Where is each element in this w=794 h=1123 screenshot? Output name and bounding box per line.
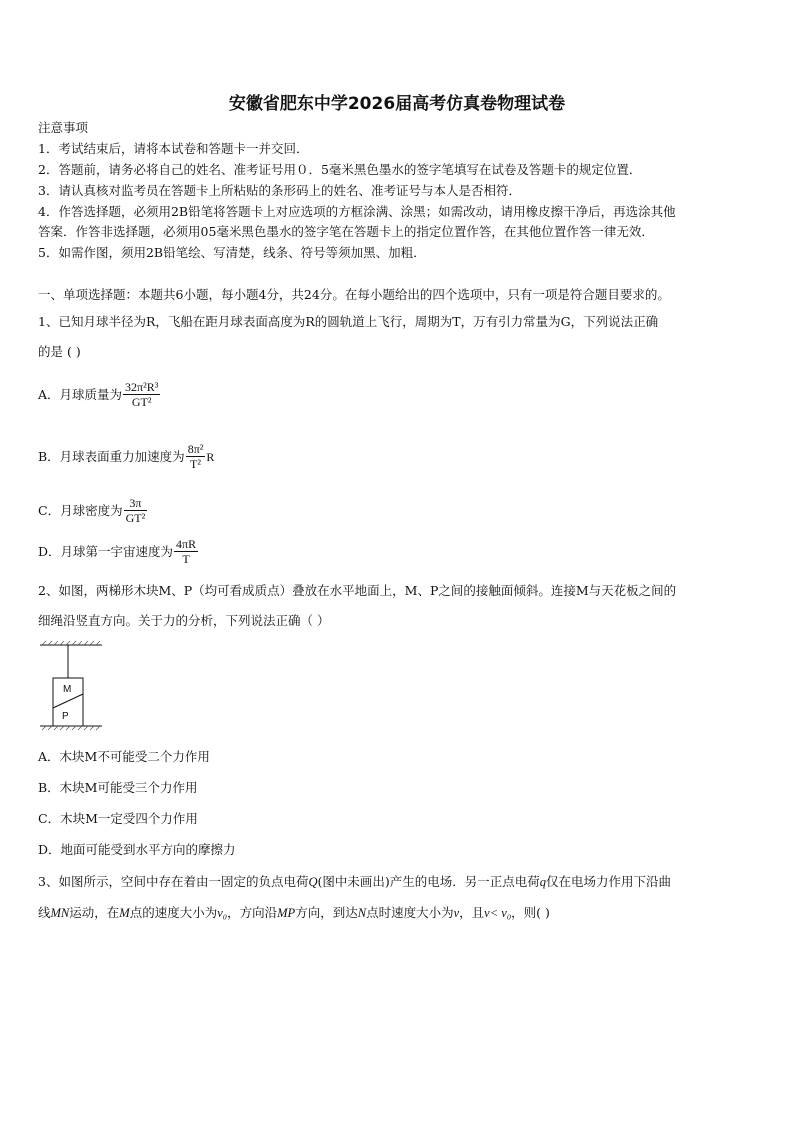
notice-item-5: 5．如需作图，须用2B铅笔绘、写清楚，线条、符号等须加黑、加粗． [38, 245, 426, 260]
symbol-v: v [453, 906, 460, 920]
ceiling-hatch [42, 641, 100, 645]
section-heading: 一、单项选择题：本题共6小题，每小题4分，共24分。在每小题给出的四个选项中，只有一项是符合题目要求的。 [38, 287, 670, 302]
notice-item-2: 2．答题前，请务必将自己的姓名、准考证号用０．5毫米黑色墨水的签字笔填写在试卷及答题卡的规定位置． [38, 162, 642, 177]
numerator: 32π²R³ [125, 380, 159, 394]
numerator: 8π² [187, 442, 204, 456]
q2-option-d: D．地面可能受到水平方向的摩擦力 [38, 842, 236, 857]
notice-item-1: 1．考试结束后，请将本试卷和答题卡一并交回． [38, 141, 309, 156]
formula-fraction [174, 537, 198, 566]
numerator: 4πR [176, 537, 197, 551]
q1-stem-line2: 的是 ( ) [38, 344, 81, 359]
text-segment: 点时速度大小为 [366, 905, 454, 920]
notice-heading: 注意事项 [38, 120, 89, 135]
q1-option-d [38, 537, 198, 566]
symbol-mp: MP [277, 906, 296, 920]
q2-stem-line2: 细绳沿竖直方向。关于力的分析，下列说法正确（ ） [38, 613, 330, 628]
formula-fraction [186, 442, 206, 471]
formula-fraction [123, 380, 160, 409]
q2-stem-line1: 2、如图，两梯形木块M、P（均可看成质点）叠放在水平地面上，M、P之间的接触面倾斜。连接M与天花板之间的 [38, 583, 677, 598]
symbol-comparison: v< v₀ [484, 906, 512, 920]
q2-option-c: C．木块M一定受四个力作用 [38, 811, 198, 826]
denominator: T² [190, 457, 201, 471]
text-segment: (图中未画出)产生的电场．另一正点电荷 [317, 874, 540, 889]
text-segment: 线 [38, 905, 51, 920]
numerator: 3π [124, 496, 148, 511]
denominator: GT² [125, 511, 146, 525]
q1-option-c [38, 496, 147, 525]
page-title: 安徽省肥东中学2026届高考仿真卷物理试卷 [228, 94, 566, 114]
q2-option-a: A．木块M不可能受二个力作用 [38, 749, 210, 764]
notice-item-3: 3．请认真核对监考员在答题卡上所粘贴的条形码上的姓名、准考证号与本人是否相符． [38, 183, 521, 198]
formula-tail: R [206, 449, 215, 464]
text-segment: 仅在电场力作用下沿曲 [546, 874, 672, 889]
notice-item-4: 4．作答选择题，必须用2B铅笔将答题卡上对应选项的方框涂满、涂黑；如需改动，请用橡皮擦干净后，再选涂其他 [38, 204, 676, 219]
contact-surface [53, 694, 83, 708]
symbol-m: M [119, 906, 130, 920]
symbol-mn: MN [50, 906, 70, 920]
option-text: C．月球密度为 [38, 502, 123, 518]
symbol-q-small: q [539, 875, 547, 889]
label-p: P [62, 711, 69, 722]
text-segment: ，则( ) [511, 905, 550, 920]
option-text: A．月球质量为 [38, 386, 123, 402]
text-segment: ，且 [459, 905, 485, 920]
symbol-n: N [357, 906, 367, 920]
denominator: T [182, 552, 190, 566]
text-segment: 运动，在 [69, 905, 120, 920]
text-segment: 点的速度大小为 [129, 905, 218, 920]
q2-figure-blocks [38, 640, 106, 735]
q1-option-b [38, 442, 214, 471]
q3-stem-line1 [38, 874, 671, 890]
text-segment: 3、如图所示，空间中存在着由一固定的负点电荷 [38, 874, 309, 889]
label-m: M [63, 684, 72, 695]
text-segment: 方向，到达 [295, 905, 358, 920]
q3-stem-line2 [38, 905, 550, 921]
q1-stem-line1: 1、已知月球半径为R，飞船在距月球表面高度为R的圆轨道上飞行，周期为T，万有引力常量为G，下列说法正确 [38, 314, 659, 329]
notice-item-4-cont: 答案．作答非选择题，必须用05毫米黑色墨水的签字笔在答题卡上的指定位置作答，在其他位置作答一律无效． [38, 224, 654, 239]
text-segment: ，方向沿 [227, 905, 278, 920]
symbol-q-charge: Q [308, 875, 318, 889]
q2-option-b: B．木块M可能受三个力作用 [38, 780, 198, 795]
symbol-v0: v₀ [217, 906, 228, 920]
option-text: B．月球表面重力加速度为 [38, 448, 185, 464]
ground-hatch [42, 726, 100, 730]
denominator: GT² [131, 395, 152, 409]
option-text: D．月球第一宇宙速度为 [38, 543, 174, 559]
formula-fraction [124, 496, 148, 525]
q1-option-a [38, 380, 160, 409]
